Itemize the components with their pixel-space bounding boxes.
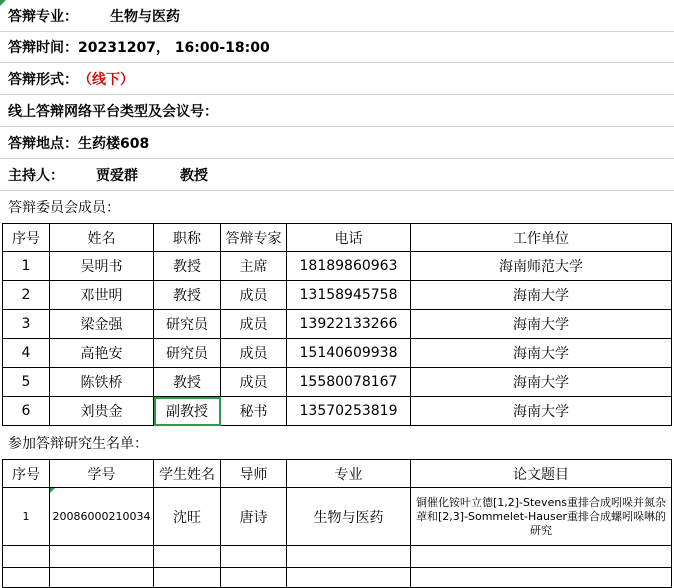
form-row[interactable] [0,63,674,95]
col-header[interactable]: 职称 [154,224,221,252]
time-label: 答辩时间： [8,40,78,56]
cell[interactable]: 梁金强 [50,310,154,339]
online-row[interactable] [0,95,674,127]
cell[interactable] [50,546,154,568]
col-header[interactable]: 工作单位 [411,224,672,252]
cell[interactable]: 成员 [221,368,287,397]
cell[interactable]: 生物与医药 [287,488,411,546]
cell[interactable]: 1 [3,252,50,281]
cell[interactable]: 吴明书 [50,252,154,281]
cell[interactable]: 13158945758 [287,281,411,310]
cell[interactable]: 研究员 [154,339,221,368]
major-row[interactable] [0,0,674,32]
form-value: （线下） [78,71,134,88]
cell[interactable] [287,546,411,568]
cell[interactable]: 1 [3,488,50,546]
cell[interactable]: 教授 [154,368,221,397]
host-row[interactable] [0,159,674,191]
table-row [3,397,672,426]
cell[interactable]: 海南大学 [411,397,672,426]
committee-caption: 答辩委员会成员： [8,200,120,216]
cell[interactable] [50,568,154,588]
cell[interactable]: 成员 [221,339,287,368]
cell[interactable]: 15140609938 [287,339,411,368]
table-row [3,568,672,588]
thesis-title-cell[interactable]: 铜催化铵叶立德[1,2]-Stevens重排合成吲哚并氮杂䓬和[2,3]-Sommelet-Hauser重排合成螺吲哚啉的研究 [411,488,672,546]
cell[interactable]: 海南大学 [411,339,672,368]
cell[interactable]: 秘书 [221,397,287,426]
cell[interactable] [221,546,287,568]
cell[interactable] [411,546,672,568]
cell[interactable]: 教授 [154,252,221,281]
table-row [3,368,672,397]
cell[interactable]: 5 [3,368,50,397]
cell[interactable]: 海南师范大学 [411,252,672,281]
cell-marker [50,488,55,493]
cell[interactable]: 4 [3,339,50,368]
time-row[interactable] [0,32,674,63]
committee-header-row [3,224,672,252]
cell[interactable]: 海南大学 [411,281,672,310]
cell[interactable]: 唐诗 [221,488,287,546]
host-name: 贾爱群 [96,167,138,184]
col-header[interactable]: 学号 [50,460,154,488]
time-value: 20231207， 16:00-18:00 [78,40,270,56]
cell[interactable] [154,546,221,568]
cell[interactable]: 18189860963 [287,252,411,281]
table-row [3,310,672,339]
col-header[interactable]: 学生姓名 [154,460,221,488]
col-header[interactable]: 论文题目 [411,460,672,488]
cell[interactable]: 15580078167 [287,368,411,397]
cell[interactable]: 教授 [154,281,221,310]
cell[interactable]: 成员 [221,310,287,339]
table-row [3,546,672,568]
cell[interactable] [154,568,221,588]
cell[interactable]: 沈旺 [154,488,221,546]
cell[interactable] [3,568,50,588]
students-table [2,459,672,588]
col-header[interactable]: 姓名 [50,224,154,252]
col-header[interactable]: 序号 [3,224,50,252]
cell[interactable]: 海南大学 [411,368,672,397]
selected-cell[interactable]: 副教授 [154,397,221,426]
cell[interactable]: 成员 [221,281,287,310]
cell[interactable]: 研究员 [154,310,221,339]
cell[interactable]: 2 [3,281,50,310]
students-header-row [3,460,672,488]
cell[interactable] [50,488,154,546]
online-label: 线上答辩网络平台类型及会议号： [8,103,218,120]
cell[interactable] [3,546,50,568]
place-label: 答辩地点： [8,135,78,152]
cell[interactable] [221,568,287,588]
table-row [3,488,672,546]
place-value: 生药楼608 [78,135,150,152]
students-caption-row[interactable] [0,427,674,459]
col-header[interactable]: 专业 [287,460,411,488]
table-row [3,339,672,368]
cell[interactable]: 主席 [221,252,287,281]
cell[interactable]: 陈铁桥 [50,368,154,397]
committee-table [2,223,672,426]
cell[interactable]: 邓世明 [50,281,154,310]
col-header[interactable]: 电话 [287,224,411,252]
col-header[interactable]: 导师 [221,460,287,488]
major-label: 答辩专业： [8,8,78,25]
student-id: 20086000210034 [52,510,151,523]
cell[interactable]: 刘贵金 [50,397,154,426]
cell[interactable]: 海南大学 [411,310,672,339]
cell[interactable]: 3 [3,310,50,339]
table-row [3,252,672,281]
committee-caption-row[interactable] [0,191,674,223]
students-caption: 参加答辩研究生名单： [8,436,148,452]
cell[interactable]: 13922133266 [287,310,411,339]
cell[interactable] [411,568,672,588]
cell[interactable] [287,568,411,588]
cell[interactable]: 6 [3,397,50,426]
host-label: 主持人： [8,167,64,184]
host-title: 教授 [180,167,208,184]
table-row [3,281,672,310]
cell[interactable]: 13570253819 [287,397,411,426]
col-header[interactable]: 序号 [3,460,50,488]
col-header[interactable]: 答辩专家 [221,224,287,252]
form-label: 答辩形式： [8,71,78,88]
place-row[interactable] [0,127,674,159]
major-value: 生物与医药 [110,8,180,25]
cell[interactable]: 高艳安 [50,339,154,368]
